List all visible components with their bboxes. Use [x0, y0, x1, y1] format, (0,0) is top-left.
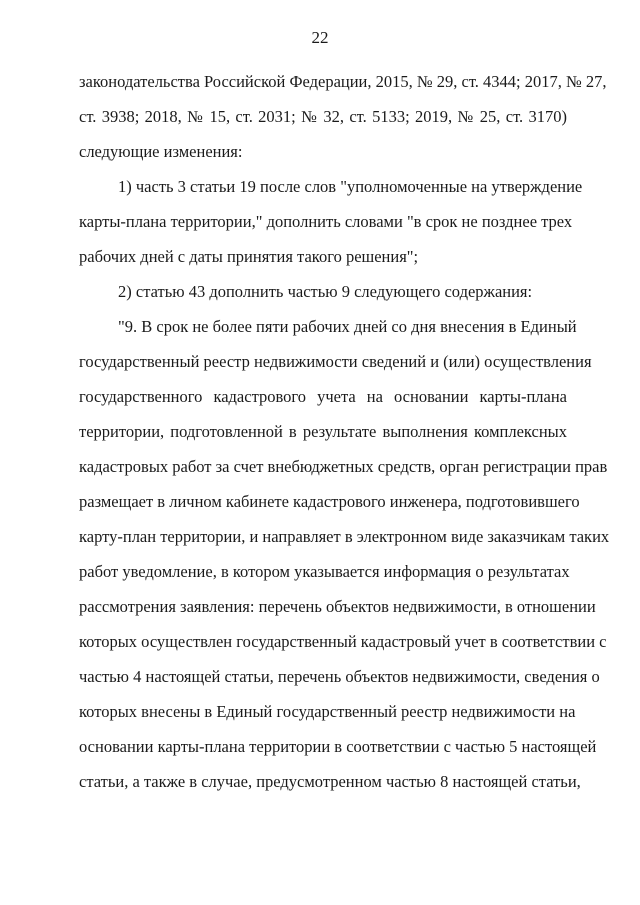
- text-line: "9. В срок не более пяти рабочих дней со дня внесения в Единый: [118, 317, 577, 336]
- text-line: территории, подготовленной в результате выполнения комплексных: [79, 422, 567, 441]
- text-line: основании карты-плана территории в соответствии с частью 5 настоящей: [79, 737, 597, 756]
- text-line: карты-плана территории," дополнить словами "в срок не позднее трех: [79, 212, 573, 231]
- text-line: кадастровых работ за счет внебюджетных средств, орган регистрации прав: [79, 457, 608, 476]
- text-line: 1) часть 3 статьи 19 после слов "уполномоченные на утверждение: [118, 177, 583, 196]
- text-line: государственного кадастрового учета на основании карты-плана: [79, 387, 567, 406]
- page-number: 22: [311, 28, 329, 47]
- text-line: которых осуществлен государственный кадастровый учет в соответствии с: [79, 632, 607, 651]
- text-line: ст. 3938; 2018, № 15, ст. 2031; № 32, ст. 5133; 2019, № 25, ст. 3170): [79, 107, 567, 126]
- text-line: работ уведомление, в котором указывается информация о результатах: [79, 562, 570, 581]
- text-line: которых внесены в Единый государственный реестр недвижимости на: [79, 702, 576, 721]
- text-line: 2) статью 43 дополнить частью 9 следующего содержания:: [118, 282, 533, 301]
- text-line: частью 4 настоящей статьи, перечень объектов недвижимости, сведения о: [79, 667, 600, 686]
- text-line: законодательства Российской Федерации, 2015, № 29, ст. 4344; 2017, № 27,: [79, 72, 607, 91]
- text-line: государственный реестр недвижимости сведений и (или) осуществления: [79, 352, 592, 371]
- text-line: размещает в личном кабинете кадастрового инженера, подготовившего: [79, 492, 580, 511]
- text-line: карту-план территории, и направляет в электронном виде заказчикам таких: [79, 527, 610, 546]
- text-line: статьи, а также в случае, предусмотренном частью 8 настоящей статьи,: [79, 772, 581, 791]
- text-line: следующие изменения:: [79, 142, 243, 161]
- text-line: рассмотрения заявления: перечень объектов недвижимости, в отношении: [79, 597, 596, 616]
- text-line: рабочих дней с даты принятия такого решения";: [79, 247, 419, 266]
